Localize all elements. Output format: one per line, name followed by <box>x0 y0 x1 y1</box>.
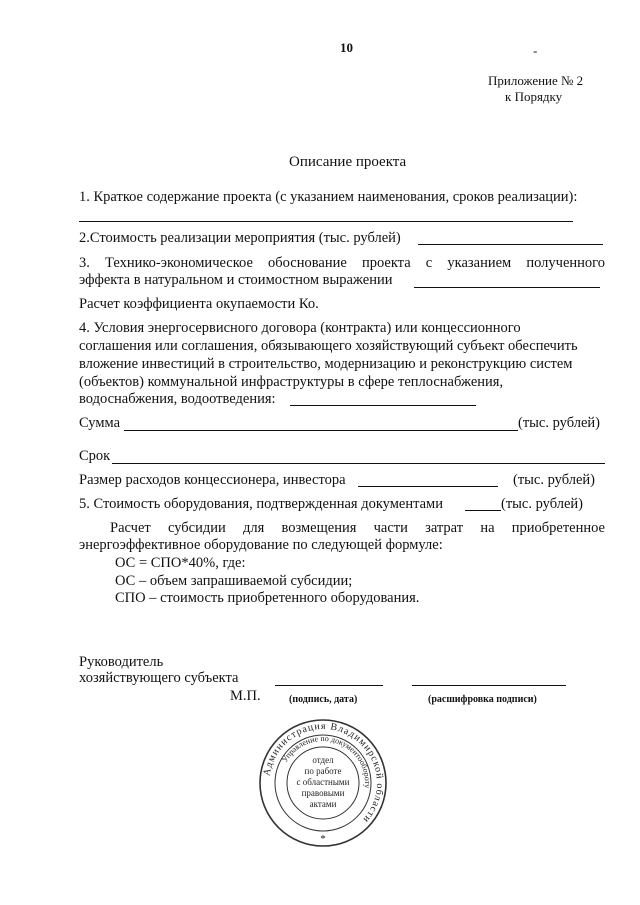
term-blank-line <box>112 463 605 464</box>
signature-caption: (подпись, дата) <box>289 694 358 705</box>
section-5-text: 5. Стоимость оборудования, подтвержденная документами <box>79 496 443 512</box>
page-mark: - <box>533 43 538 58</box>
stamp-center-line3: с областными <box>296 777 350 787</box>
section-1-text: 1. Краткое содержание проекта (с указанием наименования, сроков реализации): <box>79 189 578 205</box>
stamp-center-line1: отдел <box>312 755 334 765</box>
section-3-line1: 3. Технико-экономическое обоснование проекта с указанием полученного <box>79 255 605 271</box>
sum-unit: (тыс. рублей) <box>518 415 600 431</box>
decode-caption: (расшифровка подписи) <box>428 694 537 705</box>
section-4-line2: соглашения или соглашения, обязывающего хозяйствующий субъект обеспечить <box>79 338 578 354</box>
section-4-line5: водоснабжения, водоотведения: <box>79 391 276 407</box>
section-1-blank-line <box>79 221 573 222</box>
section-4-line3: вложение инвестиций в строительство, модернизацию и реконструкцию систем <box>79 356 573 372</box>
expenses-unit: (тыс. рублей) <box>513 472 595 488</box>
stamp-center-line5: актами <box>309 799 337 809</box>
section-4-line1: 4. Условия энергосервисного договора (контракта) или концессионного <box>79 320 521 336</box>
mp-label: М.П. <box>230 688 261 704</box>
head-title-line1: Руководитель <box>79 654 164 670</box>
formula-intro-line1: Расчет субсидии для возмещения части затрат на приобретенное <box>110 520 605 536</box>
stamp-center-line2: по работе <box>304 766 342 776</box>
section-3-ko-text: Расчет коэффициента окупаемости Ко. <box>79 296 319 312</box>
stamp-star: * <box>320 833 326 845</box>
stamp-inner-ring-path: Управление по документообороту <box>280 733 373 789</box>
term-label: Срок <box>79 448 111 464</box>
section-3-blank-line <box>414 287 600 288</box>
expenses-blank-line <box>358 486 498 487</box>
signature-line <box>275 685 383 686</box>
page-title: Описание проекта <box>289 154 407 170</box>
section-5-blank-line <box>465 510 501 511</box>
sum-blank-line <box>124 430 518 431</box>
formula-equation: ОС = СПО*40%, где: <box>115 555 246 571</box>
section-5-unit: (тыс. рублей) <box>501 496 583 512</box>
formula-definition-os: ОС – объем запрашиваемой субсидии; <box>115 573 353 589</box>
head-title-line2: хозяйствующего субъекта <box>79 670 239 686</box>
formula-definition-spo: СПО – стоимость приобретенного оборудования. <box>115 590 420 606</box>
section-2-text: 2.Стоимость реализации мероприятия (тыс. рублей) <box>79 230 401 246</box>
formula-intro-line2: энергоэффективное оборудование по следующей формуле: <box>79 537 443 553</box>
appendix-line1: Приложение № 2 <box>488 73 584 88</box>
section-4-blank-line <box>290 405 476 406</box>
section-2-blank-line <box>418 244 603 245</box>
page-number: 10 <box>340 40 353 55</box>
stamp-outer-ring-path: Администрация Владимирской области <box>261 720 386 826</box>
sum-label: Сумма <box>79 415 121 431</box>
expenses-label: Размер расходов концессионера, инвестора <box>79 472 346 488</box>
section-4-line4: (объектов) коммунальной инфраструктуры в сфере теплоснабжения, <box>79 374 504 390</box>
appendix-line2: к Порядку <box>505 89 563 104</box>
decode-line <box>412 685 566 686</box>
stamp-center-line4: правовыми <box>301 788 345 798</box>
section-3-line2: эффекта в натуральном и стоимостном выражении <box>79 272 393 288</box>
official-stamp <box>258 718 388 848</box>
